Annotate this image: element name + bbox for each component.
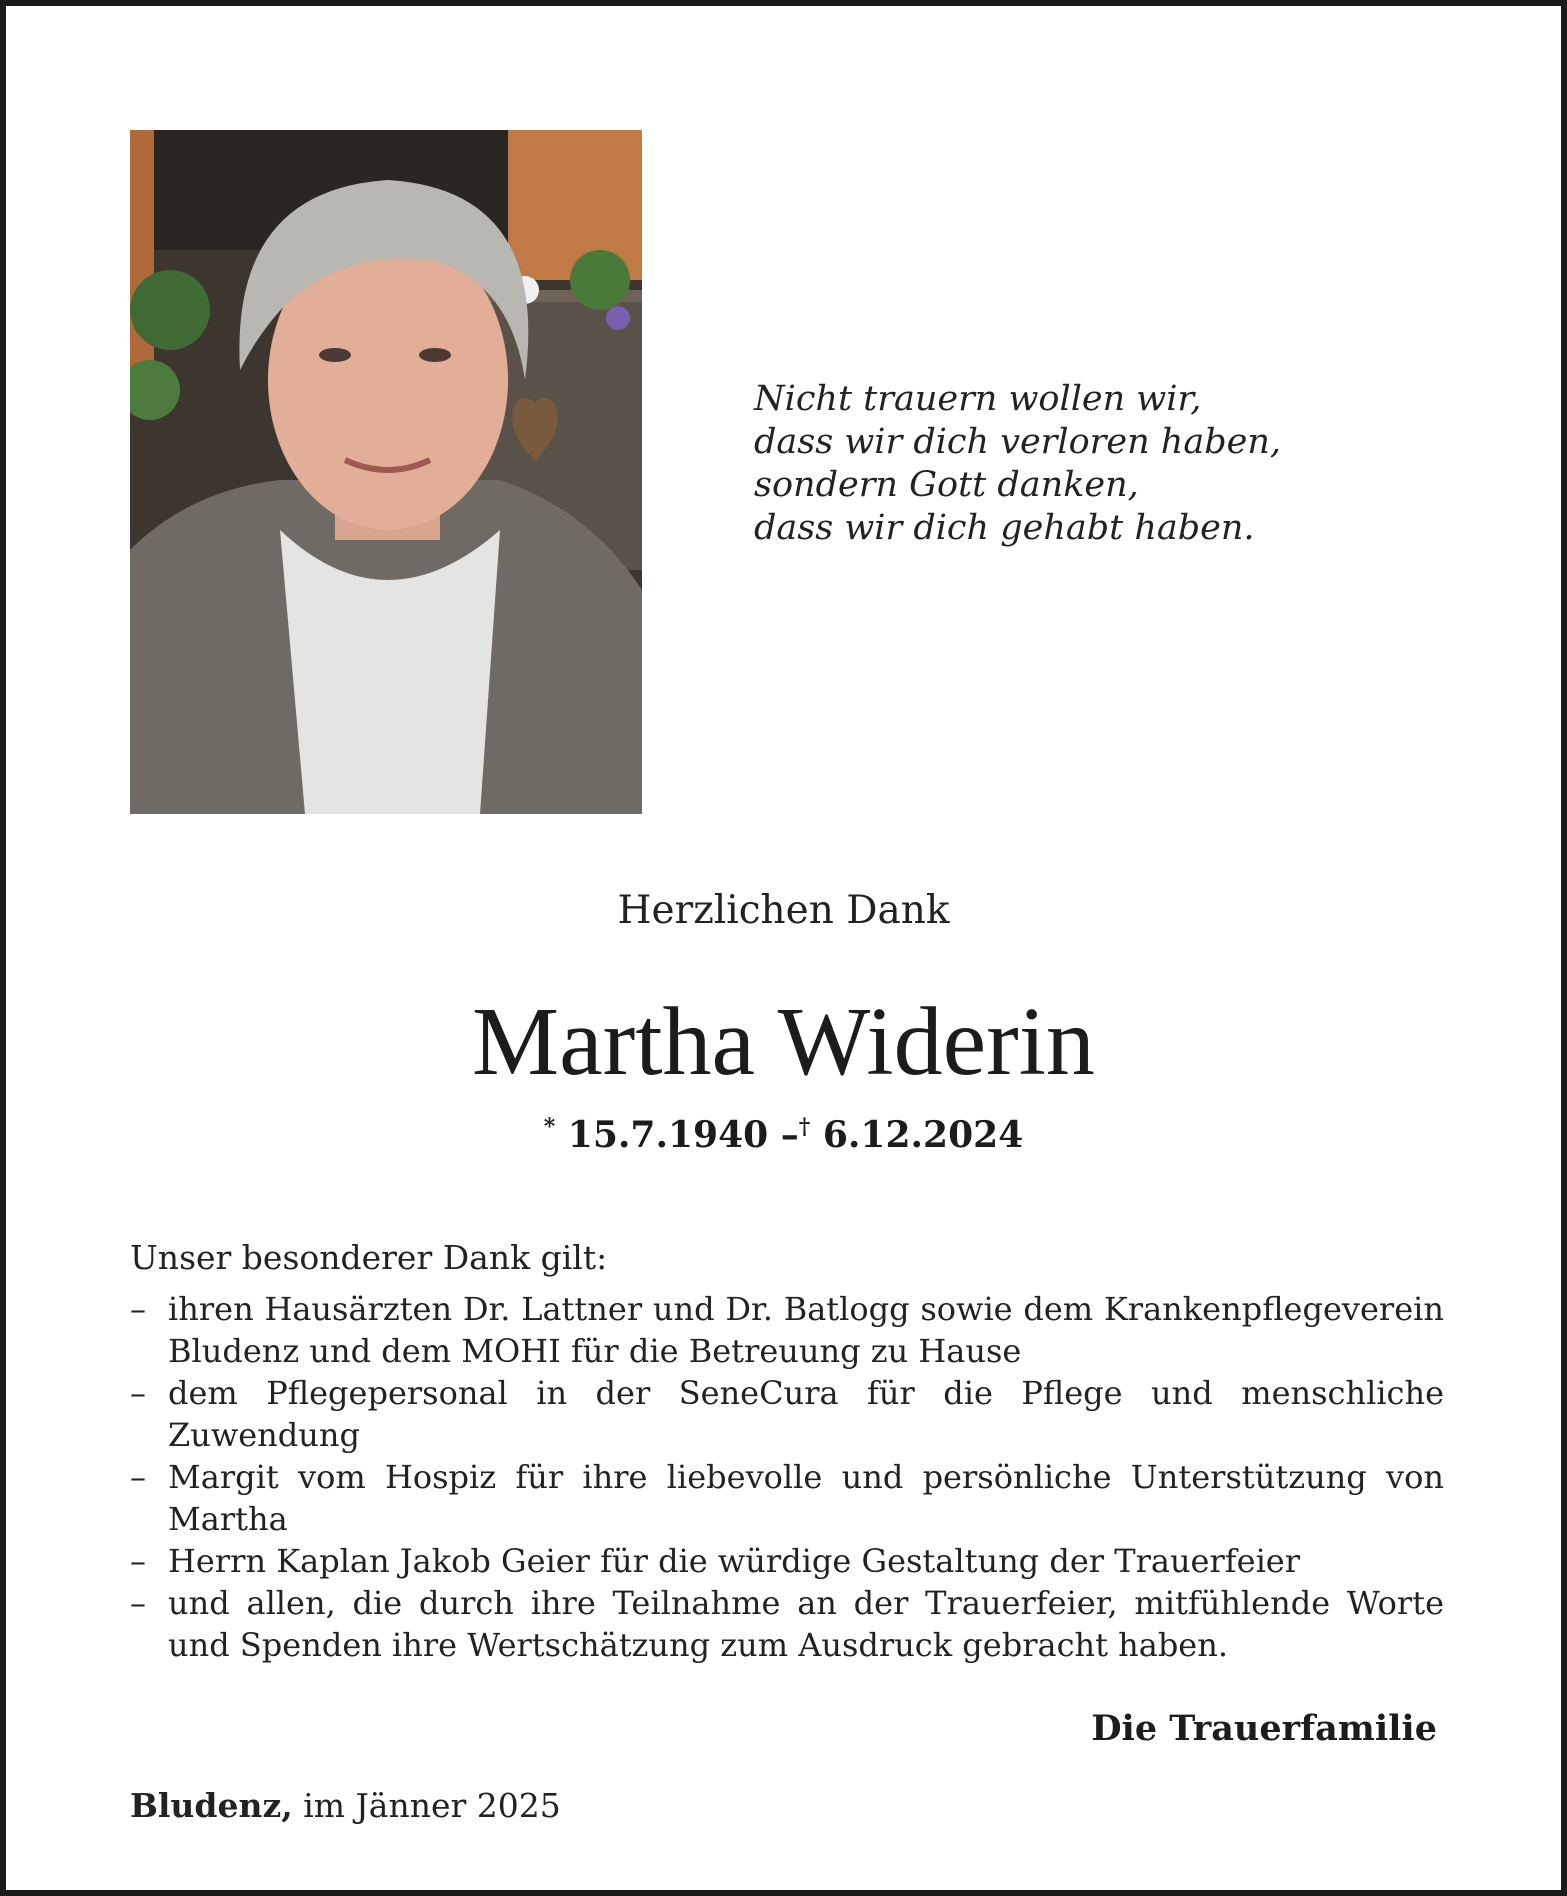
poem-line: Nicht trauern wollen wir,	[754, 379, 1202, 419]
portrait-photo	[130, 130, 642, 814]
thanks-intro: Unser besonderer Dank gilt:	[130, 1238, 608, 1277]
list-item	[130, 1288, 1444, 1372]
life-dates	[6, 1114, 1561, 1156]
poem-line: dass wir dich gehabt haben.	[754, 508, 1255, 548]
deceased-name: Martha Widerin	[472, 988, 1095, 1096]
place-month: im Jänner 2025	[303, 1786, 561, 1825]
portrait-illustration	[130, 130, 642, 814]
list-item-text: und allen, die durch ihre Teilnahme an der Trauerfeier, mitfühlende Worte und Spenden ihre Wertschätzung zum Ausdruck gebracht haben.	[168, 1584, 1444, 1664]
date-separator: –	[780, 1114, 799, 1156]
birth-date: 15.7.1940	[567, 1114, 769, 1156]
list-dash: –	[130, 1458, 146, 1496]
heading: Herzlichen Dank	[617, 888, 950, 933]
list-dash: –	[130, 1542, 146, 1580]
list-item	[130, 1456, 1444, 1540]
list-dash: –	[130, 1290, 146, 1328]
list-item-text: ihren Hausärzten Dr. Lattner und Dr. Batlogg sowie dem Krankenpflegeverein Bludenz und dem MOHI für die Betreuung zu Hause	[168, 1290, 1444, 1370]
death-symbol: †	[798, 1114, 811, 1140]
list-dash: –	[130, 1584, 146, 1622]
list-item	[130, 1372, 1444, 1456]
place-city: Bludenz,	[130, 1786, 293, 1825]
list-item	[130, 1540, 1444, 1582]
place-date	[130, 1786, 561, 1825]
list-item-text: Margit vom Hospiz für ihre liebevolle und persönliche Unterstützung von Martha	[168, 1458, 1444, 1538]
list-item	[130, 1582, 1444, 1666]
poem-line: sondern Gott danken,	[754, 465, 1139, 505]
poem	[754, 378, 1374, 550]
signature: Die Trauerfamilie	[1091, 1708, 1437, 1749]
thanks-list	[130, 1288, 1444, 1666]
list-dash: –	[130, 1374, 146, 1412]
list-item-text: Herrn Kaplan Jakob Geier für die würdige Gestaltung der Trauerfeier	[168, 1542, 1301, 1580]
poem-line: dass wir dich verloren haben,	[754, 422, 1281, 462]
list-item-text: dem Pflegepersonal in der SeneCura für die Pflege und menschliche Zuwendung	[168, 1374, 1444, 1454]
death-date: 6.12.2024	[822, 1114, 1024, 1156]
birth-symbol: *	[543, 1114, 556, 1140]
